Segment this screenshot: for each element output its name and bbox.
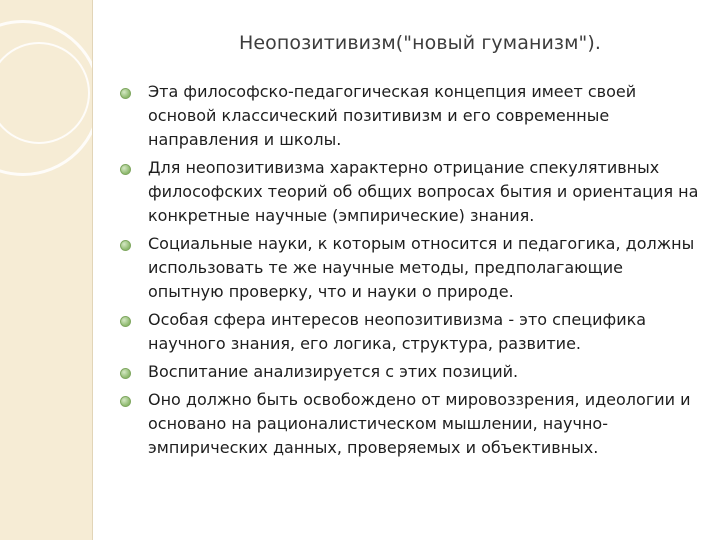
bullet-text: Оно должно быть освобождено от мировоззрения, идеологии и основано на рационалистическом мышлении, научно-эмпирических данных, проверяемых и объективных.: [148, 390, 691, 457]
bullet-icon: [120, 88, 131, 99]
bullet-text: Эта философско-педагогическая концепция имеет своей основой классический позитивизм и его современные направления и школы.: [148, 82, 637, 149]
bullet-item: [120, 80, 700, 152]
bullet-icon: [120, 368, 131, 379]
bullet-icon: [120, 240, 131, 251]
bullet-item: [120, 308, 700, 356]
bullet-text: Особая сфера интересов неопозитивизма - это специфика научного знания, его логика, структура, развитие.: [148, 310, 647, 353]
bullet-icon: [120, 164, 131, 175]
bullet-list: [120, 80, 700, 464]
bullet-text: Социальные науки, к которым относится и педагогика, должны использовать те же научные методы, предполагающие опытную проверку, что и науки о природе.: [148, 234, 695, 301]
bullet-item: [120, 232, 700, 304]
bullet-text: Для неопозитивизма характерно отрицание спекулятивных философских теорий об общих вопросах бытия и ориентация на конкретные научные (эмпирические) знания.: [148, 158, 699, 225]
slide-title: Неопозитивизм("новый гуманизм").: [238, 32, 602, 54]
bullet-item: [120, 388, 700, 460]
bullet-item: [120, 156, 700, 228]
bullet-text: Воспитание анализируется с этих позиций.: [148, 362, 519, 381]
side-decor-panel: [0, 0, 93, 540]
bullet-icon: [120, 316, 131, 327]
bullet-icon: [120, 396, 131, 407]
bullet-item: [120, 360, 700, 384]
